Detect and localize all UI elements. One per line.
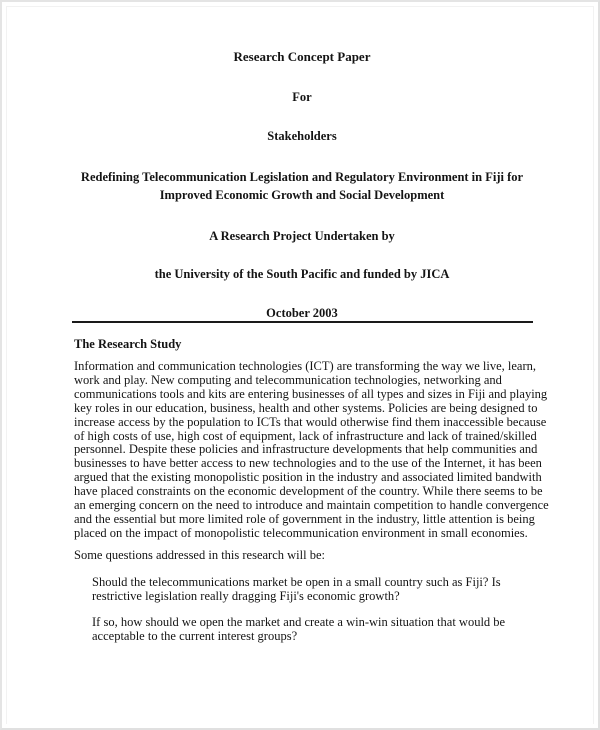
question-item xyxy=(92,615,505,643)
body-paragraph xyxy=(74,360,549,541)
question-line: Should the telecommunications market be open in a small country such as Fiji? Is xyxy=(92,575,501,589)
horizontal-divider xyxy=(72,321,533,323)
paragraph-line: communications tools and kits are entering businesses of all types and sizes in Fiji and playing xyxy=(74,386,548,401)
paragraph-line: have placed constraints on the economic development of the country. While there seems to be xyxy=(74,484,543,499)
paragraph-line: work and play. New computing and telecommunication technologies, networking and xyxy=(74,372,502,387)
questions-intro: Some questions addressed in this research will be: xyxy=(74,548,325,562)
paragraph-line: businesses to have better access to new technologies and to the use of the Internet, it has been xyxy=(74,456,542,471)
paragraph-line: and the essential but more limited role of government in the industry, little attention is being xyxy=(74,511,535,526)
subtitle-line-2: Improved Economic Growth and Social Development xyxy=(159,188,445,202)
question-line: acceptable to the current interest groups? xyxy=(92,629,298,643)
paragraph-line: of high costs of use, high cost of equipment, lack of infrastructure and lack of trained/skilled xyxy=(74,428,537,443)
paragraph-line: placed on the impact of monopolistic telecommunication environment in small economies. xyxy=(74,525,528,540)
paragraph-line: Information and communication technologies (ICT) are transforming the way we live, learn, xyxy=(74,359,536,373)
question-line: If so, how should we open the market and create a win-win situation that would be xyxy=(92,615,506,629)
paragraph-line: personnel. Despite these policies and infrastructure developments that help communities and xyxy=(74,442,538,457)
question-item xyxy=(92,575,501,603)
for-line: For xyxy=(292,90,312,104)
paragraph-line: increase access by the population to ICTs that would otherwise find them inaccessible because xyxy=(74,414,547,429)
section-heading: The Research Study xyxy=(74,337,182,351)
question-line: restrictive legislation really dragging Fiji's economic growth? xyxy=(92,589,400,603)
subtitle-line-1: Redefining Telecommunication Legislation and Regulatory Environment in Fiji for xyxy=(80,170,524,184)
document-date: October 2003 xyxy=(266,306,338,320)
undertaken-line: A Research Project Undertaken by xyxy=(209,229,395,243)
paragraph-line: key roles in our education, business, health and other systems. Policies are being designed to xyxy=(74,400,538,415)
institution-line: the University of the South Pacific and funded by JICA xyxy=(154,267,450,281)
paragraph-line: an emerging concern on the need to introduce and maintain competition to handle convergence xyxy=(74,498,549,513)
audience-line: Stakeholders xyxy=(267,129,337,143)
paragraph-line: argued that the existing monopolistic position in the industry and associated limited bandwith xyxy=(74,470,542,485)
document-title: Research Concept Paper xyxy=(233,49,371,64)
